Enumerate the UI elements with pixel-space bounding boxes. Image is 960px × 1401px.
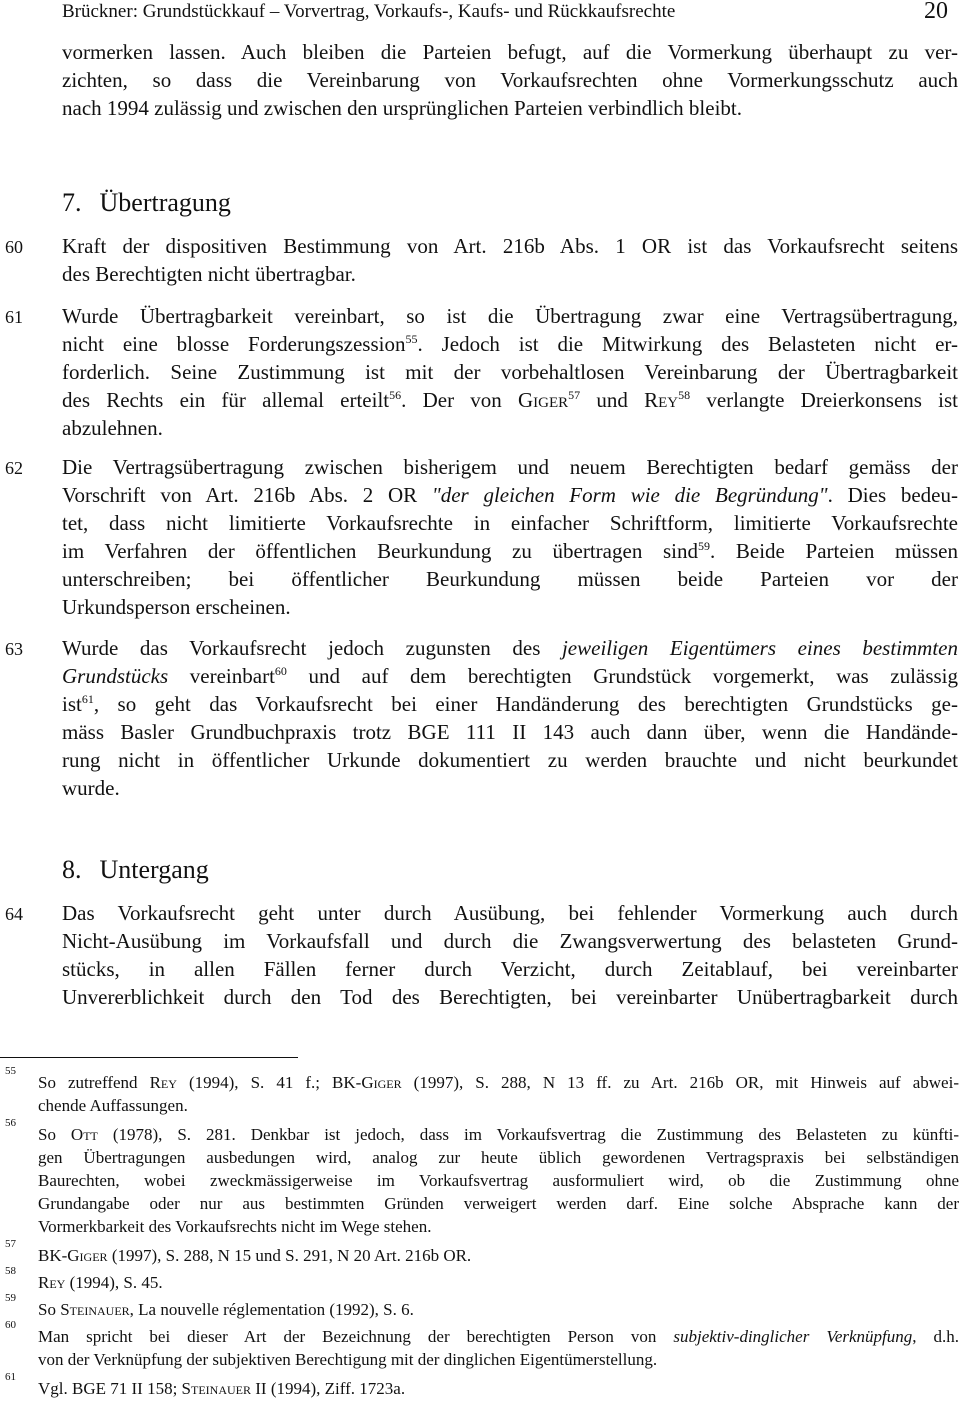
text-segment: Vormerkbarkeit des Vorkaufsrechts nicht im Wege stehen.: [38, 1217, 432, 1236]
text-segment: Urkundsperson erscheinen.: [62, 595, 291, 619]
text-segment: vormerken lassen. Auch bleiben die Parteien befugt, auf die Vormerkung überhaupt zu ver-: [62, 40, 958, 64]
text-segment: So: [38, 1300, 61, 1319]
footnote-number: 60: [5, 1319, 16, 1331]
text-line: [38, 1377, 959, 1400]
text-line: [62, 232, 958, 260]
text-segment: rung nicht in öffentlicher Urkunde dokumentiert zu werden brauchte und nicht beurkundet: [62, 748, 958, 772]
text-segment: Die Vertragsübertragung zwischen bisherigem und neuem Berechtigten bedarf gemäss der: [62, 455, 958, 479]
text-segment: . Beide Parteien müssen: [709, 539, 958, 563]
footnote-number: 59: [5, 1292, 16, 1304]
text-line: [62, 358, 958, 386]
text-segment: Unvererblichkeit durch den Tod des Berechtigten, bei vereinbarter Unübertragbarkeit durch: [62, 985, 958, 1009]
paragraph: [62, 302, 958, 442]
paragraph: [62, 38, 958, 122]
footnote-reference: 57: [568, 388, 581, 402]
text-segment: "der gleichen Form wie die Begründung": [431, 483, 828, 507]
footnote-separator: [0, 1057, 298, 1058]
text-segment: verlangte Dreierkonsens ist: [690, 388, 958, 412]
footnote: [38, 1325, 959, 1371]
text-line: [62, 593, 958, 621]
text-segment: des Rechts ein für allemal erteilt: [62, 388, 390, 412]
text-line: [62, 38, 958, 66]
text-line: [62, 983, 958, 1011]
text-segment: jeweiligen Eigentümers eines bestimmten: [561, 636, 958, 660]
text-segment: forderlich. Seine Zustimmung ist mit der vorbehaltlosen Vereinbarung der Übertragbarkeit: [62, 360, 958, 384]
text-segment: abzulehnen.: [62, 416, 163, 440]
text-segment: Grundstücks: [62, 664, 169, 688]
text-segment: (1997), S. 288, N 15 und S. 291, N 20 Art. 216b OR.: [107, 1246, 472, 1265]
heading-title: Übertragung: [99, 188, 231, 217]
footnote-reference: 56: [389, 388, 402, 402]
text-segment: Steinauer: [60, 1300, 130, 1319]
text-segment: ist: [62, 692, 82, 716]
footnote-number: 55: [5, 1065, 16, 1077]
text-line: [38, 1169, 959, 1192]
text-segment: im Verfahren der öffentlichen Beurkundung zu übertragen sind: [62, 539, 698, 563]
text-segment: (1994), S. 45.: [65, 1273, 163, 1292]
text-segment: Vgl. BGE 71 II 158;: [38, 1379, 182, 1398]
text-line: [62, 537, 958, 565]
text-segment: So: [38, 1125, 71, 1144]
footnote-reference: 60: [274, 664, 287, 678]
text-segment: Wurde das Vorkaufsrecht jedoch zugunsten des: [62, 636, 562, 660]
text-segment: Kraft der dispositiven Bestimmung von Art. 216b Abs. 1 OR ist das Vorkaufsrecht seitens: [62, 234, 958, 258]
text-segment: Das Vorkaufsrecht geht unter durch Ausübung, bei fehlender Vormerkung auch durch: [62, 901, 958, 925]
text-line: [38, 1215, 959, 1238]
text-segment: Rey: [149, 1073, 177, 1092]
text-segment: (1978), S. 281. Denkbar ist jedoch, dass im Vorkaufsvertrag die Zustimmung des Belasteten zu künfti-: [97, 1125, 959, 1144]
text-line: [62, 955, 958, 983]
text-segment: stücks, in allen Fällen ferner durch Verzicht, durch Zeitablauf, bei vereinbarter: [62, 957, 958, 981]
text-line: [38, 1348, 959, 1371]
text-line: [62, 746, 958, 774]
footnote: [38, 1123, 959, 1238]
paragraph: [62, 899, 958, 1011]
text-segment: wurde.: [62, 776, 120, 800]
text-segment: des Berechtigten nicht übertragbar.: [62, 262, 356, 286]
text-line: [62, 774, 958, 802]
text-segment: chende Auffassungen.: [38, 1096, 188, 1115]
footnote-number: 56: [5, 1117, 16, 1129]
text-line: [38, 1298, 959, 1321]
footnote: [38, 1244, 959, 1267]
footnote: [38, 1298, 959, 1321]
heading-title: Untergang: [99, 855, 209, 884]
margin-number: 61: [5, 307, 23, 327]
running-header: Brückner: Grundstückkauf – Vorvertrag, Vorkaufs-, Kaufs- und Rückkaufsrechte: [62, 1, 676, 22]
text-segment: . Jedoch ist die Mitwirkung des Belasteten nicht er-: [417, 332, 959, 356]
paragraph: [62, 232, 958, 288]
text-line: [62, 66, 958, 94]
text-segment: Vorschrift von Art. 216b Abs. 2 OR: [62, 483, 432, 507]
text-line: [62, 302, 958, 330]
text-segment: tet, dass nicht limitierte Vorkaufsrechte in einfacher Schriftform, limitierte Vorkaufsrechte: [62, 511, 958, 535]
text-line: [38, 1325, 959, 1348]
text-segment: unterschreiben; bei öffentlicher Beurkundung müssen beide Parteien vor der: [62, 567, 958, 591]
text-segment: Steinauer: [181, 1379, 251, 1398]
text-segment: . Dies bedeu-: [827, 483, 958, 507]
text-segment: Ott: [70, 1125, 98, 1144]
text-line: [62, 260, 958, 288]
text-segment: Man spricht bei dieser Art der Bezeichnung der berechtigten Person von: [38, 1327, 674, 1346]
text-line: [62, 330, 958, 358]
text-segment: vereinbart: [168, 664, 275, 688]
text-line: [62, 481, 958, 509]
text-segment: und: [580, 388, 645, 412]
text-line: [38, 1094, 959, 1117]
section-heading: [62, 188, 231, 218]
text-line: [62, 662, 958, 690]
text-segment: Giger: [518, 388, 569, 412]
text-segment: (1994), S. 41 f.; BK-: [176, 1073, 362, 1092]
text-line: [38, 1146, 959, 1169]
text-segment: Wurde Übertragbarkeit vereinbart, so ist die Übertragung zwar eine Vertragsübertragung,: [62, 304, 958, 328]
heading-number: 7.: [62, 188, 82, 217]
text-segment: Giger: [67, 1246, 108, 1265]
text-segment: Nicht-Ausübung im Vorkaufsfall und durch die Zwangsverwertung des belasteten Grund-: [62, 929, 958, 953]
text-segment: So zutreffend: [38, 1073, 150, 1092]
text-segment: , La nouvelle réglementation (1992), S. 6.: [129, 1300, 414, 1319]
text-line: [38, 1192, 959, 1215]
text-line: [62, 565, 958, 593]
text-segment: , so geht das Vorkaufsrecht bei einer Handänderung des berechtigten Grundstücks ge-: [93, 692, 958, 716]
text-segment: (1997), S. 288, N 13 ff. zu Art. 216b OR, mit Hinweis auf abwei-: [401, 1073, 959, 1092]
margin-number: 63: [5, 639, 23, 659]
footnote-reference: 61: [81, 692, 94, 706]
text-segment: Giger: [361, 1073, 402, 1092]
footnote-number: 57: [5, 1238, 16, 1250]
text-segment: Grundangabe oder nur aus bestimmten Gründen verweigert werden darf. Eine solche Absprache kann der: [38, 1194, 959, 1213]
footnote: [38, 1271, 959, 1294]
text-line: [62, 414, 958, 442]
text-segment: nicht eine blosse Forderungszession: [62, 332, 406, 356]
section-heading: [62, 855, 209, 885]
text-segment: von der Verknüpfung der subjektiven Berechtigung mit der dinglichen Eigentümerstellung.: [38, 1350, 658, 1369]
footnote: [38, 1071, 959, 1117]
margin-number: 62: [5, 458, 23, 478]
text-segment: Rey: [644, 388, 679, 412]
text-line: [62, 927, 958, 955]
paragraph: [62, 453, 958, 621]
heading-number: 8.: [62, 855, 82, 884]
text-segment: und auf dem berechtigten Grundstück vorgemerkt, was zulässig: [286, 664, 958, 688]
text-segment: gen Übertragungen ausbedungen wird, analog zur heute üblich gewordenen Vertragspraxis bei selbständigen: [38, 1148, 959, 1167]
footnote-reference: 59: [697, 539, 710, 553]
footnote-number: 58: [5, 1265, 16, 1277]
text-line: [62, 94, 958, 122]
text-line: [38, 1244, 959, 1267]
text-line: [62, 718, 958, 746]
page-number: 20: [924, 0, 948, 24]
text-segment: subjektiv-dinglicher Verknüpfung: [673, 1327, 913, 1346]
text-segment: Baurechten, wobei zweckmässigerweise im Vorkaufsvertrag ausformuliert wird, ob die Zustimmung ohne: [38, 1171, 959, 1190]
text-line: [62, 634, 958, 662]
text-line: [62, 509, 958, 537]
text-line: [62, 453, 958, 481]
margin-number: 60: [5, 237, 23, 257]
text-segment: Rey: [38, 1273, 66, 1292]
text-segment: II (1994), Ziff. 1723a.: [251, 1379, 406, 1398]
text-line: [38, 1123, 959, 1146]
paragraph: [62, 634, 958, 802]
footnote-reference: 58: [678, 388, 691, 402]
text-segment: nach 1994 zulässig und zwischen den ursprünglichen Parteien verbindlich bleibt.: [62, 96, 742, 120]
text-segment: zichten, so dass die Vereinbarung von Vorkaufsrechten ohne Vormerkungsschutz auch: [62, 68, 958, 92]
text-line: [38, 1071, 959, 1094]
text-line: [62, 386, 958, 414]
footnote: [38, 1377, 959, 1400]
margin-number: 64: [5, 904, 23, 924]
text-segment: BK-: [38, 1246, 68, 1265]
text-line: [62, 690, 958, 718]
footnote-number: 61: [5, 1371, 16, 1383]
text-segment: . Der von: [401, 388, 518, 412]
text-segment: , d.h.: [912, 1327, 960, 1346]
text-segment: mäss Basler Grundbuchpraxis trotz BGE 111 II 143 auch dann über, wenn die Handände-: [62, 720, 958, 744]
text-line: [62, 899, 958, 927]
footnote-reference: 55: [405, 332, 418, 346]
text-line: [38, 1271, 959, 1294]
